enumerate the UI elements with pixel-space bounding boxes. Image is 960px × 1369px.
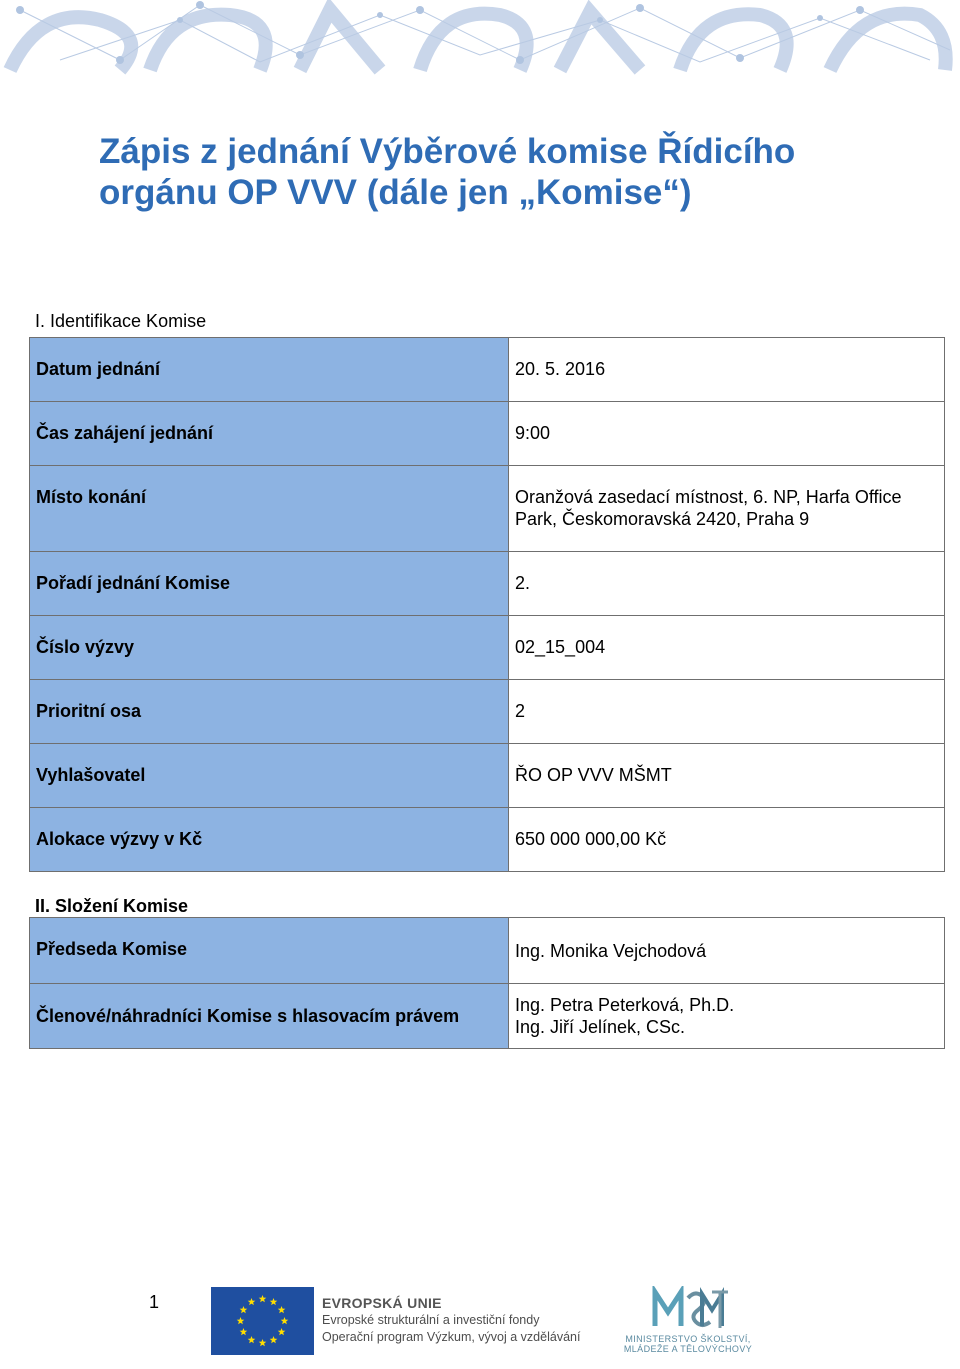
table-row (30, 402, 945, 466)
row-value-line: 02_15_004 (515, 637, 606, 657)
row-value (509, 338, 945, 402)
msmt-logo-icon (650, 1286, 730, 1332)
document-title-line2: orgánu OP VVV (dále jen „Komise“) (99, 173, 692, 212)
row-label: Vyhlašovatel (30, 744, 509, 808)
row-label: Číslo výzvy (30, 616, 509, 680)
row-label: Předseda Komise (30, 918, 509, 984)
row-label: Datum jednání (30, 338, 509, 402)
row-label: Čas zahájení jednání (30, 402, 509, 466)
msmt-logo-text (618, 1334, 758, 1354)
row-value (509, 466, 945, 552)
row-value (509, 552, 945, 616)
row-label: Místo konání (30, 466, 509, 552)
row-label: Členové/náhradníci Komise s hlasovacím právem (30, 984, 509, 1049)
row-value-line: Ing. Monika Vejchodová (515, 941, 707, 961)
row-value (509, 402, 945, 466)
row-value-line: Ing. Jiří Jelínek, CSc. (515, 1017, 686, 1037)
table-row (30, 744, 945, 808)
row-value-line: ŘO OP VVV MŠMT (515, 765, 672, 785)
row-value-line: Park, Českomoravská 2420, Praha 9 (515, 509, 810, 529)
table-row (30, 616, 945, 680)
eu-logo-line2: Evropské strukturální a investiční fondy (322, 1313, 540, 1327)
row-value-line: 650 000 000,00 Kč (515, 829, 667, 849)
row-value (509, 680, 945, 744)
document-title (99, 131, 899, 213)
row-label: Prioritní osa (30, 680, 509, 744)
row-value (509, 918, 945, 984)
eu-logo-text (322, 1295, 580, 1346)
row-value-line: 2 (515, 701, 526, 721)
table-row (30, 552, 945, 616)
eu-logo-line3: Operační program Výzkum, vývoj a vzdělávání (322, 1330, 581, 1344)
row-value (509, 808, 945, 872)
row-label: Alokace výzvy v Kč (30, 808, 509, 872)
msmt-logo-line2: MLÁDEŽE A TĚLOVÝCHOVY (623, 1344, 753, 1354)
identification-table (29, 337, 945, 872)
row-value-line: 2. (515, 573, 531, 593)
row-value (509, 984, 945, 1049)
row-value (509, 616, 945, 680)
row-value-line: 9:00 (515, 423, 551, 443)
page-number: 1 (149, 1292, 160, 1312)
section-heading-composition: II. Složení Komise (35, 896, 189, 916)
composition-table (29, 917, 945, 1049)
row-value-line: Ing. Petra Peterková, Ph.D. (515, 995, 735, 1015)
table-row (30, 808, 945, 872)
document-title-line1: Zápis z jednání Výběrové komise Řídicího (99, 132, 796, 171)
section-heading-identification: I. Identifikace Komise (35, 311, 207, 331)
table-row (30, 466, 945, 552)
table-row (30, 338, 945, 402)
msmt-logo-line1: MINISTERSTVO ŠKOLSTVÍ, (625, 1334, 751, 1344)
eu-flag-icon (211, 1287, 314, 1355)
table-row (30, 984, 945, 1049)
header-banner-decoration (0, 0, 960, 78)
row-value (509, 744, 945, 808)
table-row (30, 680, 945, 744)
table-row (30, 918, 945, 984)
row-value-line: Oranžová zasedací místnost, 6. NP, Harfa Office (515, 487, 902, 507)
eu-logo-line1: EVROPSKÁ UNIE (322, 1295, 442, 1311)
row-value-line: 20. 5. 2016 (515, 359, 606, 379)
row-label: Pořadí jednání Komise (30, 552, 509, 616)
